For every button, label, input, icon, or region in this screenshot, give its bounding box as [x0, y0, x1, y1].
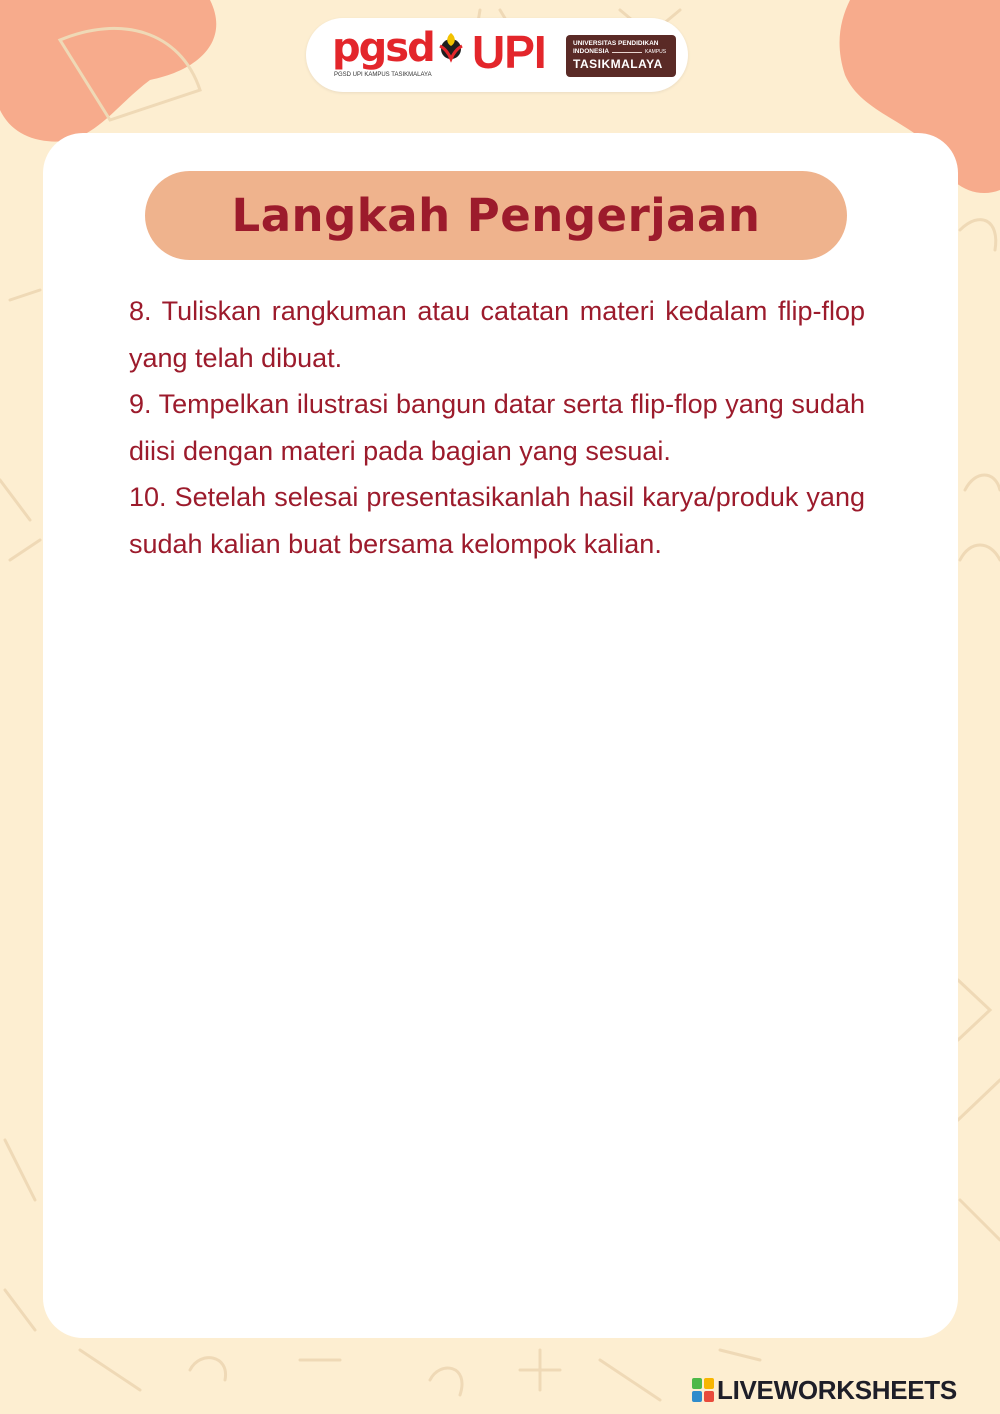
step-10: 10. Setelah selesai presentasikanlah hasil karya/produk yang sudah kalian buat bersama kelompok kalian.: [129, 482, 865, 559]
campus-badge-line2: INDONESIA: [573, 48, 610, 55]
top-left-blob-decoration: [0, 0, 216, 142]
campus-badge-divider: [612, 52, 642, 53]
header-logo-bar: [306, 18, 688, 92]
step-9: 9. Tempelkan ilustrasi bangun datar serta flip-flop yang sudah diisi dengan materi pada bagian yang sesuai.: [129, 389, 865, 466]
page-title: Langkah Pengerjaan: [231, 189, 761, 242]
upi-emblem-icon: [434, 30, 468, 64]
campus-badge: [566, 35, 676, 77]
campus-badge-line3: TASIKMALAYA: [573, 57, 663, 71]
liveworksheets-logo-icon: [692, 1378, 714, 1402]
liveworksheets-brand-text: LIVEWORKSHEETS: [717, 1374, 957, 1405]
pgsd-logo: [332, 25, 434, 84]
content-card: [43, 133, 958, 1338]
title-banner: [145, 171, 847, 260]
liveworksheets-watermark: [692, 1375, 957, 1405]
step-8: 8. Tuliskan rangkuman atau catatan materi kedalam flip-flop yang telah dibuat.: [129, 296, 865, 373]
upi-logo-word: UPI: [472, 26, 546, 78]
campus-badge-kampus: KAMPUS: [645, 49, 667, 55]
pgsd-logo-subtitle: PGSD UPI KAMPUS TASIKMALAYA: [334, 72, 432, 78]
campus-badge-line1: UNIVERSITAS PENDIDIKAN: [573, 40, 659, 47]
pgsd-logo-word: pgsd: [332, 25, 434, 71]
steps-list: [129, 288, 865, 567]
